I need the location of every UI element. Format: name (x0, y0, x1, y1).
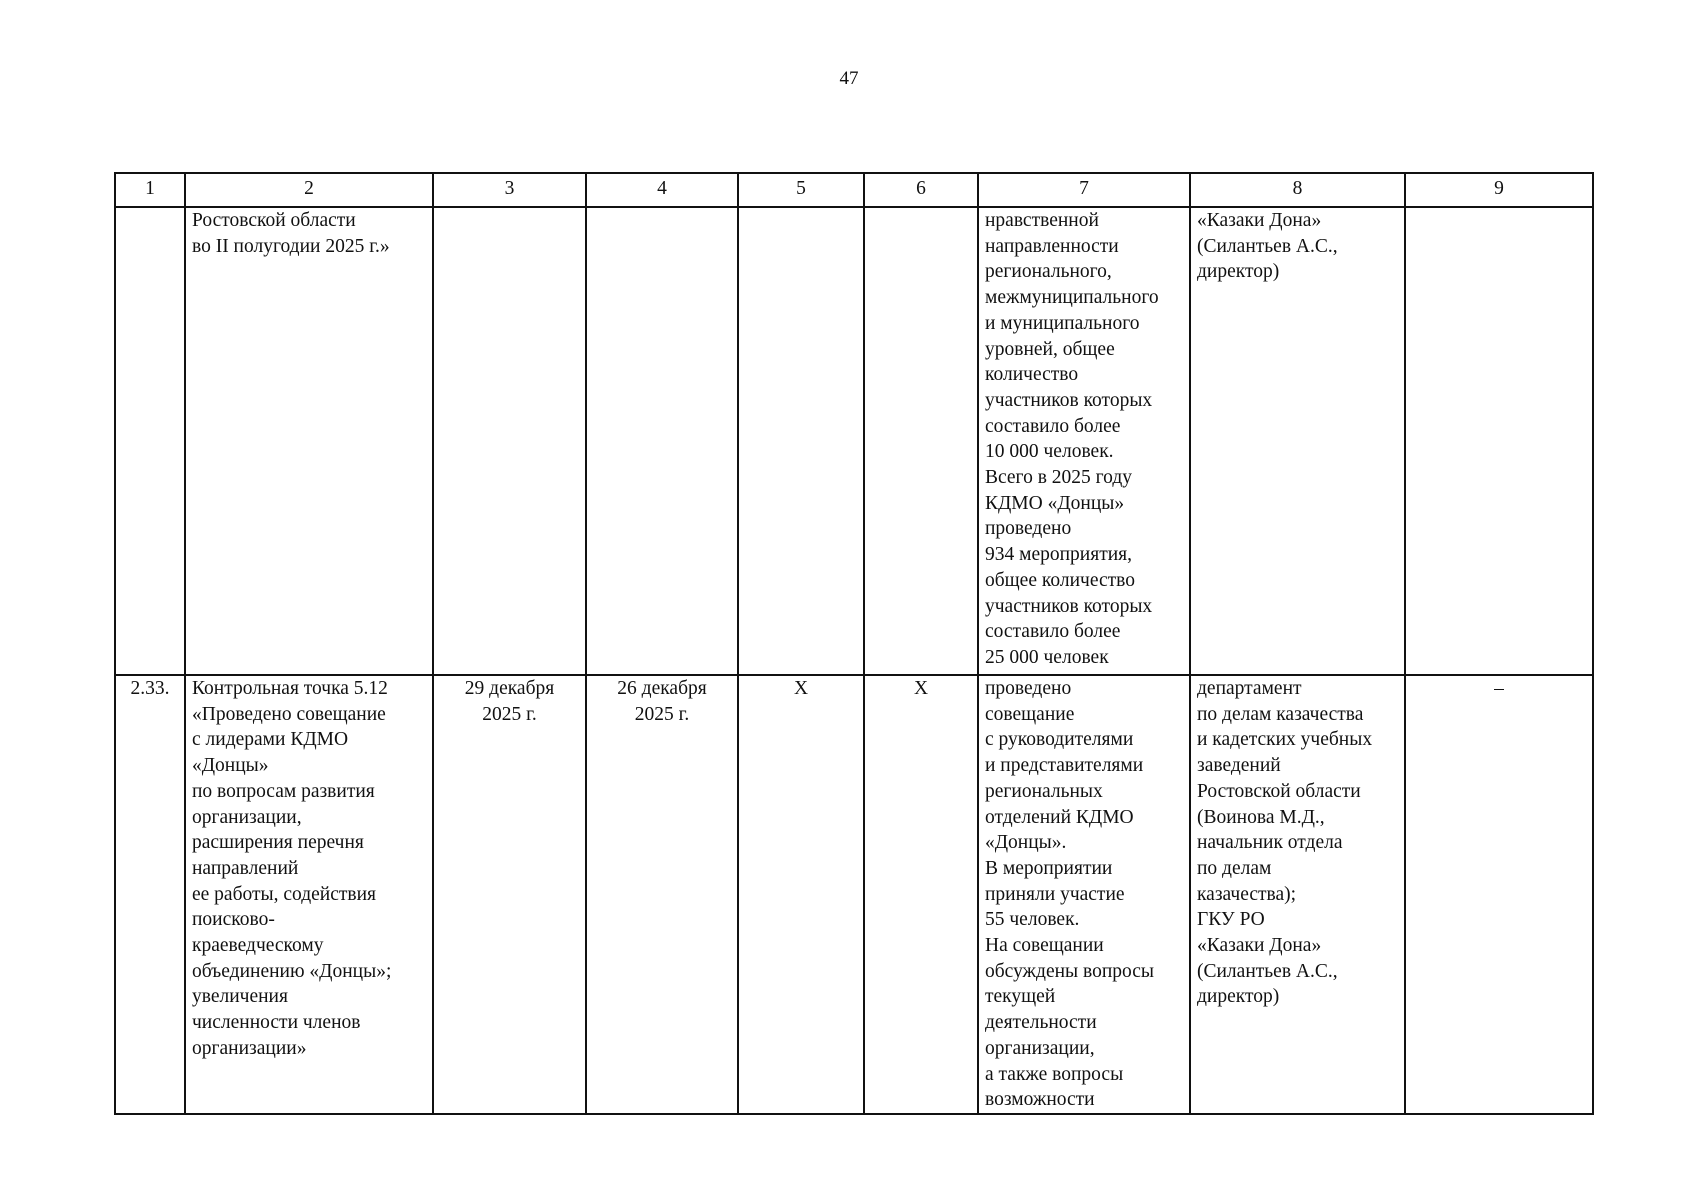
cell-event-name: Ростовской области во II полугодии 2025 г.» (185, 207, 433, 675)
cell-result: нравственной направленности регионального, межмуниципального и муниципального уровней, общее количество участников которых составило более 10 000 человек. Всего в 2025 году КДМО «Донцы» проведено 934 мероприятия, общее количество участников которых составило более 25 000 человек (978, 207, 1190, 675)
column-header-2: 2 (185, 173, 433, 207)
column-header-7: 7 (978, 173, 1190, 207)
column-header-6: 6 (864, 173, 978, 207)
column-header-5: 5 (738, 173, 864, 207)
cell-responsible: департамент по делам казачества и кадетских учебных заведений Ростовской области (Воинова М.Д., начальник отдела по делам казачества); ГКУ РО «Казаки Дона» (Силантьев А.С., директор) (1190, 675, 1405, 1114)
report-table (114, 172, 1594, 1115)
cell-actual-date (586, 207, 738, 675)
cell-actual-date: 26 декабря 2025 г. (586, 675, 738, 1114)
cell-col5: X (738, 675, 864, 1114)
column-header-1: 1 (115, 173, 185, 207)
column-header-9: 9 (1405, 173, 1593, 207)
cell-number: 2.33. (115, 675, 185, 1114)
column-header-3: 3 (433, 173, 586, 207)
cell-note: – (1405, 675, 1593, 1114)
cell-col5 (738, 207, 864, 675)
cell-planned-date (433, 207, 586, 675)
page-number: 47 (839, 68, 859, 89)
cell-number (115, 207, 185, 675)
column-header-8: 8 (1190, 173, 1405, 207)
header-row (115, 173, 1593, 207)
cell-planned-date: 29 декабря 2025 г. (433, 675, 586, 1114)
cell-event-name: Контрольная точка 5.12 «Проведено совещание с лидерами КДМО «Донцы» по вопросам развития организации, расширения перечня направлений ее работы, содействия поисково- краеведческому объединению «Донцы»; увеличения численности членов организации» (185, 675, 433, 1114)
cell-col6: X (864, 675, 978, 1114)
table-row (115, 675, 1593, 1114)
table-row (115, 207, 1593, 675)
cell-note (1405, 207, 1593, 675)
cell-col6 (864, 207, 978, 675)
cell-result: проведено совещание с руководителями и представителями региональных отделений КДМО «Донцы». В мероприятии приняли участие 55 человек. На совещании обсуждены вопросы текущей деятельности организации, а также вопросы возможности (978, 675, 1190, 1114)
column-header-4: 4 (586, 173, 738, 207)
cell-responsible: «Казаки Дона» (Силантьев А.С., директор) (1190, 207, 1405, 675)
